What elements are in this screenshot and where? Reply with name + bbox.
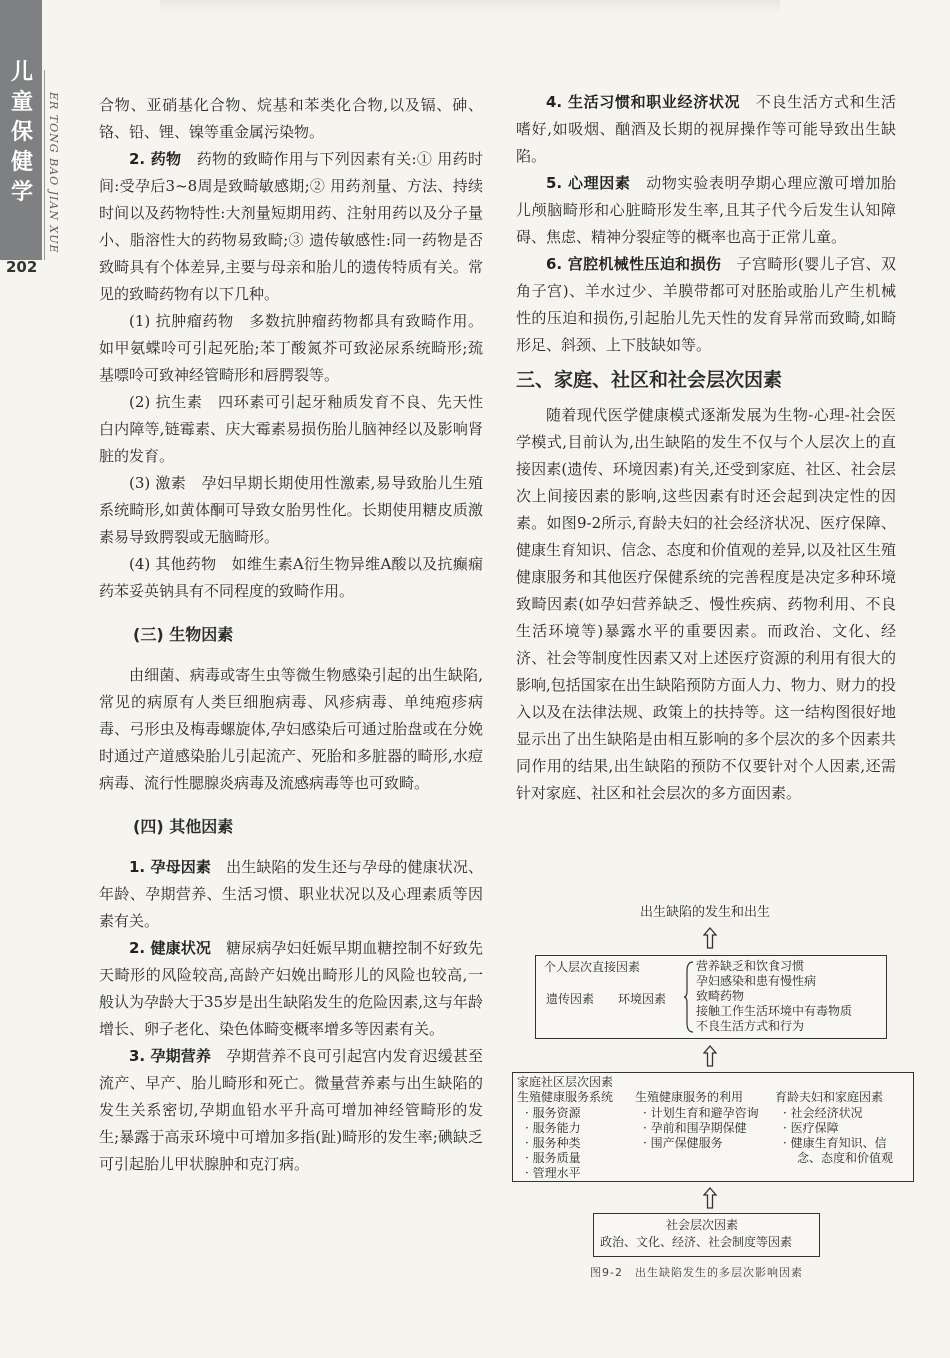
- list-item: · 医疗保障: [783, 1121, 839, 1135]
- env-item: 不良生活方式和行为: [696, 1019, 805, 1033]
- title-char: 学: [10, 180, 33, 205]
- paragraph: [99, 146, 483, 308]
- list-item: · 社会经济状况: [783, 1106, 863, 1120]
- column-title: 生殖健康服务的利用: [635, 1090, 744, 1104]
- column-title: 育龄夫妇和家庭因素: [775, 1090, 884, 1104]
- book-title-pinyin: ER TONG BAO JIAN XUE: [47, 92, 60, 254]
- paragraph: [516, 251, 896, 359]
- sidebar-tab: [0, 0, 42, 260]
- list-item: · 服务种类: [525, 1136, 581, 1150]
- list-item: 念、态度和价值观: [797, 1151, 894, 1165]
- paragraph: [99, 1043, 483, 1178]
- item-heading: 2. 药物: [129, 150, 182, 168]
- list-item: · 服务质量: [525, 1151, 581, 1165]
- title-char: 儿: [10, 60, 33, 85]
- paragraph-text: 出生缺陷的发生还与孕母的健康状况、年龄、孕期营养、生活习惯、职业状况以及心理素质等因素有关。: [99, 858, 483, 930]
- up-arrow-icon: [703, 927, 717, 949]
- paragraph-text: 子宫畸形(婴儿子宫、双角子宫)、羊水过少、羊膜带都可对胚胎或胎儿产生机械性的压迫和损伤,引起胎儿先天性的发育异常而致畸,如畸形足、斜颈、上下肢缺如等。: [516, 255, 896, 354]
- family-community-level-box: [512, 1072, 914, 1182]
- item-heading: 5. 心理因素: [546, 174, 631, 192]
- genetic-factor-label: 遗传因素: [546, 992, 595, 1006]
- paragraph: 由细菌、病毒或寄生虫等微生物感染引起的出生缺陷,常见的病原有人类巨细胞病毒、风疹病毒、单纯疱疹病毒、弓形虫及梅毒螺旋体,孕妇感染后可通过胎盘或在分娩时通过产道感染胎儿引起流产、死胎和多脏器的畸形,水痘病毒、流行性腮腺炎病毒及流感病毒等也可致畸。: [99, 666, 483, 792]
- box-title: 家庭社区层次因素: [517, 1075, 614, 1089]
- paragraph: [99, 935, 483, 1043]
- box-title: 个人层次直接因素: [544, 960, 641, 974]
- individual-level-box: [535, 955, 887, 1039]
- subsection-heading: (四) 其他因素: [133, 817, 234, 836]
- sidebar-divider: [44, 70, 45, 260]
- item-heading: 3. 孕期营养: [129, 1047, 211, 1065]
- paragraph-text: 孕期营养不良可引起宫内发育迟缓甚至流产、早产、胎儿畸形和死亡。微量营养素与出生缺陷的发生关系密切,孕期血铅水平升高可增加神经管畸形的发生;暴露于高汞环境中可增加多指(趾)畸形的发生率;碘缺乏可引起胎儿甲状腺肿和克汀病。: [99, 1047, 483, 1173]
- box-title: 社会层次因素: [666, 1218, 739, 1232]
- list-item: · 服务资源: [525, 1106, 581, 1120]
- book-title: [8, 58, 36, 208]
- item-heading: 2. 健康状况: [129, 939, 211, 957]
- paragraph: [516, 89, 896, 170]
- list-item: · 服务能力: [525, 1121, 581, 1135]
- column-title: 生殖健康服务系统: [517, 1090, 614, 1104]
- item-heading: 4. 生活习惯和职业经济状况: [546, 93, 741, 111]
- section-heading: 三、家庭、社区和社会层次因素: [516, 369, 783, 391]
- paragraph: (3) 激素 孕妇早期长期使用性激素,易导致胎儿生殖系统畸形,如黄体酮可导致女胎男性化。长期使用糖皮质激素易导致腭裂或无脑畸形。: [99, 474, 483, 546]
- figure-caption: 图9-2 出生缺陷发生的多层次影响因素: [590, 1266, 803, 1279]
- page-number: 202: [6, 258, 38, 276]
- up-arrow-icon: [703, 1187, 717, 1209]
- paragraph-text: 糖尿病孕妇妊娠早期血糖控制不好致先天畸形的风险较高,高龄产妇娩出畸形儿的风险也较高,一般认为孕龄大于35岁是出生缺陷发生的危险因素,这与年龄增长、卵子老化、染色体畸变概率增多等因素有关。: [99, 939, 483, 1038]
- box-subtitle: 政治、文化、经济、社会制度等因素: [600, 1235, 793, 1249]
- right-column: [516, 89, 896, 807]
- item-heading: 1. 孕母因素: [129, 858, 211, 876]
- paragraph: (2) 抗生素 四环素可引起牙釉质发育不良、先天性白内障等,链霉素、庆大霉素易损伤胎儿脑神经以及影响肾脏的发育。: [99, 393, 483, 465]
- env-item: 致畸药物: [696, 989, 745, 1003]
- list-item: · 健康生育知识、信: [783, 1136, 887, 1150]
- paragraph: [516, 170, 896, 251]
- environment-factor-label: 环境因素: [618, 992, 667, 1006]
- title-char: 健: [10, 150, 33, 175]
- subsection-heading: (三) 生物因素: [133, 625, 234, 644]
- paragraph-text: 不良生活方式和生活嗜好,如吸烟、酗酒及长期的视屏操作等可能导致出生缺陷。: [516, 93, 896, 165]
- title-char: 保: [10, 120, 33, 145]
- env-item: 孕妇感染和患有慢性病: [696, 974, 817, 988]
- diagram-top-label: 出生缺陷的发生和出生: [640, 905, 771, 920]
- paragraph: [99, 854, 483, 935]
- list-item: · 管理水平: [525, 1166, 581, 1180]
- paragraph-text: 动物实验表明孕期心理应激可增加胎儿颅脑畸形和心脏畸形发生率,且其子代今后发生认知障碍、焦虑、精神分裂症等的概率也高于正常儿童。: [516, 174, 896, 246]
- society-level-box: [593, 1213, 820, 1257]
- paragraph: (4) 其他药物 如维生素A衍生物异维A酸以及抗癫痫药苯妥英钠具有不同程度的致畸作用。: [99, 555, 483, 600]
- brace-icon: [684, 961, 694, 1033]
- paragraph: 合物、亚硝基化合物、烷基和苯类化合物,以及镉、砷、铬、铅、锂、镍等重金属污染物。: [99, 96, 483, 141]
- env-item: 接触工作生活环境中有毒物质: [696, 1004, 853, 1018]
- paragraph-text: 药物的致畸作用与下列因素有关:① 用药时间:受孕后3~8周是致畸敏感期;② 用药剂量、方法、持续时间以及药物特性:大剂量短期用药、注射用药以及分子量小、脂溶性大的药物易致畸;③ 遗传敏感性:同一药物是否致畸具有个体差异,主要与母亲和胎儿的遗传特质有关。常见的致畸药物有以下几种。: [99, 150, 483, 303]
- up-arrow-icon: [703, 1045, 717, 1067]
- figure-9-2: [510, 905, 915, 1290]
- top-band: [160, 0, 780, 14]
- item-heading: 6. 宫腔机械性压迫和损伤: [546, 255, 722, 273]
- paragraph: (1) 抗肿瘤药物 多数抗肿瘤药物都具有致畸作用。如甲氨蝶呤可引起死胎;苯丁酸氮芥可致泌尿系统畸形;巯基嘌呤可致神经管畸形和唇腭裂等。: [99, 312, 483, 384]
- env-item: 营养缺乏和饮食习惯: [696, 959, 805, 973]
- left-column: [99, 92, 483, 1178]
- list-item: · 围产保健服务: [643, 1136, 723, 1150]
- list-item: · 孕前和围孕期保健: [643, 1121, 747, 1135]
- title-char: 童: [10, 90, 33, 115]
- list-item: · 计划生育和避孕咨询: [643, 1106, 759, 1120]
- paragraph: 随着现代医学健康模式逐渐发展为生物-心理-社会医学模式,目前认为,出生缺陷的发生不仅与个人层次上的直接因素(遗传、环境因素)有关,还受到家庭、社区、社会层次上间接因素的影响,这些因素有时还会起到决定性的因素。如图9-2所示,育龄夫妇的社会经济状况、医疗保障、健康生育知识、信念、态度和价值观的差异,以及社区生殖健康服务和其他医疗保健系统的完善程度是决定多种环境致畸因素(如孕妇营养缺乏、慢性疾病、药物利用、不良生活环境等)暴露水平的重要因素。而政治、文化、经济、社会等制度性因素又对上述医疗资源的利用有很大的影响,包括国家在出生缺陷预防方面人力、物力、财力的投入以及在法律法规、政策上的扶持等。这一结构图很好地显示出了出生缺陷是由相互影响的多个层次的多个因素共同作用的结果,出生缺陷的预防不仅要针对个人因素,还需针对家庭、社区和社会层次的多方面因素。: [516, 406, 896, 802]
